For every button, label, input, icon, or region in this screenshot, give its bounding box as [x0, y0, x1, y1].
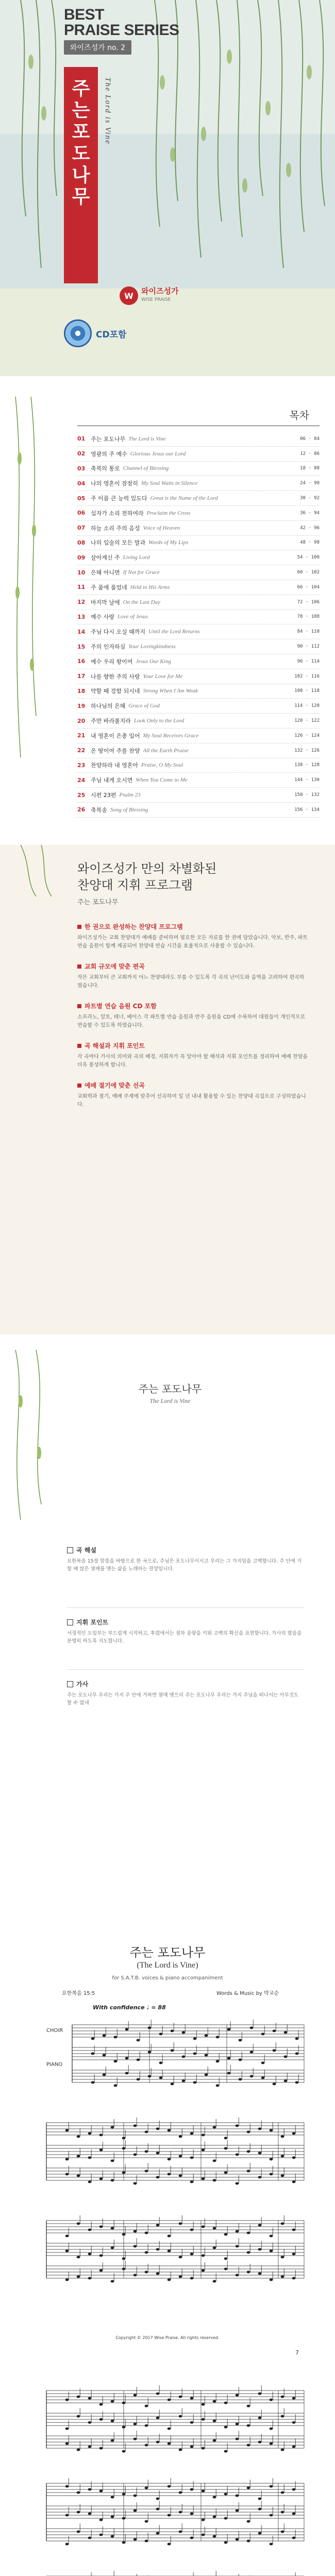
section-heading: 파트별 연습 음원 CD 포함 — [77, 1002, 309, 1010]
contents-list — [77, 432, 320, 818]
item-title-english: Channel of Blessing — [123, 465, 169, 472]
item-page: 96 · 114 — [297, 658, 320, 664]
item-page: 54 · 100 — [297, 555, 320, 561]
item-title-english: Psalm 23 — [119, 792, 141, 799]
section-text: 교회력과 절기, 예배 주제에 맞추어 선곡하여 일 년 내내 활용할 수 있는 찬양대 곡집으로 구성하였습니다. — [77, 1094, 306, 1108]
item-number: 25 — [77, 791, 86, 799]
item-title: 마지막 날에 — [91, 599, 120, 606]
item-title: 영광의 주 예수 — [91, 450, 127, 457]
item-title-english: Song of Blessing — [110, 806, 148, 813]
contents-item — [77, 669, 320, 684]
item-page: 66 · 104 — [297, 584, 320, 590]
contents-item — [77, 476, 320, 491]
item-page: 72 · 106 — [297, 599, 320, 605]
item-page: 114 · 120 — [294, 703, 320, 709]
item-title-english: Strong When I Am Weak — [143, 688, 198, 694]
contents-item — [77, 595, 320, 610]
program-intro-page — [0, 845, 335, 1334]
commentary-heading: 곡 해설 — [67, 1546, 304, 1554]
item-title: 주님 다시 오실 때까지 — [91, 629, 146, 636]
table-of-contents — [0, 397, 335, 829]
program-section — [77, 1002, 309, 1030]
series-line2: PRAISE SERIES — [64, 22, 179, 39]
section-heading: 곡 해설과 지휘 포인트 — [77, 1041, 309, 1050]
willow-branch-decoration — [0, 1350, 67, 1520]
contents-item — [77, 624, 320, 639]
item-number: 18 — [77, 687, 86, 694]
program-section — [77, 962, 309, 990]
item-title-english: Proclaim the Cross — [146, 510, 191, 516]
contents-item — [77, 462, 320, 477]
item-page: 06 · 84 — [300, 436, 320, 442]
contents-item — [77, 654, 320, 669]
cd-badge — [64, 319, 126, 347]
contents-item — [77, 728, 320, 743]
item-number: 14 — [77, 628, 86, 635]
item-title: 내 영혼이 은총 입어 — [91, 732, 140, 739]
series-line1: BEST — [64, 6, 105, 23]
item-page: 30 · 92 — [300, 496, 320, 501]
item-number: 07 — [77, 524, 86, 532]
divider — [67, 1607, 304, 1608]
section-heading: 예배 절기에 맞춘 선곡 — [77, 1081, 309, 1090]
item-page: 78 · 108 — [297, 614, 320, 620]
contents-item — [77, 506, 320, 521]
item-title: 십자가 소리 전하여라 — [91, 510, 144, 517]
item-number: 19 — [77, 702, 86, 709]
contents-item — [77, 684, 320, 699]
item-page: 90 · 112 — [297, 644, 320, 650]
title-char: 도 — [72, 143, 90, 164]
staff-label-choir: CHOIR — [46, 2028, 63, 2033]
conducting-text: 서정적인 도입부는 부드럽게 시작하고, 후렴에서는 점차 음량을 키워 고백의 확신을 표현합니다. 가사의 발음을 분명히 하도록 지도합니다. — [67, 1631, 302, 1644]
item-number: 23 — [77, 761, 86, 769]
score-staves — [0, 2380, 335, 2576]
item-title: 나를 향한 주의 사랑 — [91, 673, 140, 680]
item-number: 13 — [77, 613, 86, 620]
item-number: 02 — [77, 450, 86, 457]
item-title: 온 땅이여 주를 찬양 — [91, 747, 140, 754]
contents-item — [77, 550, 320, 565]
item-number: 21 — [77, 732, 86, 739]
contents-item — [77, 773, 320, 788]
contents-item — [77, 610, 320, 625]
lyrics-text: 주는 포도나무 우리는 가지 주 안에 거하면 열매 맺으리 주는 포도나무 우리는 가지 주님을 떠나서는 아무것도 할 수 없네 — [67, 1692, 299, 1706]
contents-item — [77, 580, 320, 595]
contents-item — [77, 803, 320, 818]
item-number: 06 — [77, 510, 86, 517]
item-title-english: Until the Lord Returns — [148, 629, 200, 635]
commentary-section — [67, 1546, 304, 1573]
item-number: 24 — [77, 776, 86, 784]
contents-item — [77, 521, 320, 536]
section-heading: 교회 규모에 맞춘 편곡 — [77, 962, 309, 971]
contents-item — [77, 788, 320, 803]
score-page-1 — [0, 1937, 335, 2365]
series-badge: 와이즈성가 no. 2 — [64, 40, 131, 55]
item-number: 26 — [77, 806, 86, 814]
score-staves — [0, 2014, 335, 2334]
publisher-name: 와이즈성가 — [141, 286, 179, 296]
item-number: 08 — [77, 539, 86, 546]
item-page: 102 · 116 — [294, 673, 320, 679]
item-title: 하나님의 은혜 — [91, 703, 126, 710]
item-title: 주만 바라볼지라 — [91, 718, 131, 725]
item-title-english: Words of My Lips — [148, 539, 189, 546]
item-title: 약할 때 강함 되시네 — [91, 688, 140, 695]
program-section — [77, 922, 309, 951]
contents-item — [77, 699, 320, 714]
item-page: 60 · 102 — [297, 570, 320, 575]
item-page: 24 · 90 — [300, 481, 320, 486]
item-title-english: Great is the Name of the Lord — [150, 495, 218, 502]
staff-label-piano: PIANO — [46, 2062, 63, 2067]
contents-item — [77, 432, 320, 447]
publisher-logo — [120, 286, 178, 305]
item-title-english: All the Earth Praise — [143, 747, 189, 754]
item-number: 22 — [77, 747, 86, 754]
section-text: 와이즈성가는 교회 찬양대가 예배를 준비하며 필요한 모든 자료를 한 권에 담았습니다. 악보, 반주, 파트 연습 음원이 함께 제공되어 찬양대 연습 시간을 효율적으로 사용할 수 있습니다. — [77, 935, 308, 949]
section-text: 소프라노, 알토, 테너, 베이스 각 파트별 연습 음원과 반주 음원을 CD에 수록하여 대원들이 개인적으로 연습할 수 있도록 하였습니다. — [77, 1014, 306, 1028]
item-title-english: Your Lovingkindness — [128, 643, 176, 650]
item-page: 48 · 98 — [300, 540, 320, 546]
item-title-english: The Lord is Vine — [128, 435, 166, 442]
contents-item — [77, 565, 320, 580]
item-page: 138 · 128 — [294, 762, 320, 768]
conducting-section — [67, 1618, 304, 1645]
item-title-english: When You Come to Me — [136, 777, 188, 784]
contents-item — [77, 743, 320, 758]
program-section — [77, 1041, 309, 1070]
lyrics-heading: 가사 — [67, 1680, 304, 1688]
contents-item — [77, 447, 320, 462]
item-title-english: Love of Jesus — [118, 614, 148, 620]
item-title: 예수 우리 왕이여 — [91, 658, 133, 665]
title-box — [64, 67, 98, 283]
song-title: 주는 포도나무 — [138, 1383, 202, 1395]
contents-heading: 목차 — [289, 409, 309, 421]
program-title: 와이즈성가 만의 차별화된 찬양대 지휘 프로그램 — [77, 861, 217, 892]
willow-tree-illustration — [0, 0, 335, 376]
item-page: 156 · 134 — [294, 807, 320, 812]
item-page: 132 · 126 — [294, 748, 320, 753]
item-title-english: Jesus Our King — [136, 658, 171, 665]
item-title: 주 품에 품었네 — [91, 584, 127, 591]
item-page: 18 · 88 — [300, 466, 320, 471]
lyrics-section — [67, 1680, 304, 1707]
tempo-marking: With confidence ♩ = 88 — [93, 2004, 166, 2011]
contents-item — [77, 714, 320, 728]
item-title: 하늘 소리 주의 음성 — [91, 524, 140, 532]
contents-item — [77, 491, 320, 506]
item-title-english: If Not for Grace — [123, 569, 160, 576]
item-title: 찬양하라 내 영혼아 — [91, 762, 139, 769]
item-title-english: My Soul Waits in Silence — [141, 480, 197, 487]
item-page: 12 · 86 — [300, 451, 320, 456]
item-number: 05 — [77, 495, 86, 502]
item-title: 주의 인자하심 — [91, 643, 126, 651]
section-text: 각 곡마다 가사의 의미와 곡의 배경, 지휘자가 꼭 알아야 할 해석과 지휘 포인트를 정리하여 예배 찬양을 더욱 풍성하게 합니다. — [77, 1054, 308, 1068]
logo-mark-icon: W — [120, 286, 138, 305]
item-title-english: Voice of Heaven — [143, 524, 180, 531]
cover-english-title: The Lord is Vine — [104, 77, 112, 145]
item-number: 20 — [77, 717, 86, 724]
scripture-ref: 요한복음 15:5 — [62, 1991, 95, 1996]
contents-item — [77, 758, 320, 773]
composer: Words & Music by 박교순 — [216, 1991, 279, 1996]
title-char: 나 — [72, 165, 90, 186]
item-title-english: Held in His Arms — [130, 584, 170, 590]
item-title-english: Living Lord — [123, 554, 150, 561]
item-title-english: On the Last Day — [123, 599, 161, 605]
item-title: 주님 내게 오시면 — [91, 777, 133, 784]
cd-disc-icon — [64, 319, 92, 347]
score-title: 주는 포도나무 — [129, 1945, 206, 1960]
item-page: 150 · 132 — [294, 792, 320, 798]
item-number: 11 — [77, 584, 86, 591]
item-title-english: Look Only to the Lord — [133, 718, 185, 724]
item-title-english: Praise, O My Soul — [141, 762, 183, 769]
title-char: 주 — [72, 78, 90, 99]
item-number: 12 — [77, 599, 86, 606]
section-text: 작은 교회부터 큰 교회까지 어느 찬양대라도 부를 수 있도록 각 곡의 난이도와 음역을 고려하여 편곡하였습니다. — [77, 975, 305, 989]
page-number: 7 — [295, 2349, 299, 2356]
item-title: 나의 영혼이 잠잠히 — [91, 480, 139, 487]
item-title-english: Glorious Jesus our Lord — [130, 450, 186, 457]
score-page-2 — [0, 2370, 335, 2576]
item-page: 126 · 124 — [294, 733, 320, 738]
item-number: 17 — [77, 673, 86, 680]
item-page: 120 · 122 — [294, 718, 320, 724]
item-number: 03 — [77, 465, 86, 472]
item-number: 09 — [77, 554, 86, 561]
item-title: 시편 23편 — [91, 792, 116, 799]
item-title: 축복의 통로 — [91, 465, 120, 472]
item-page: 36 · 94 — [300, 510, 320, 516]
contents-item — [77, 536, 320, 551]
score-subtitle: for S.A.T.B. voices & piano accompaniment — [112, 1975, 223, 1981]
item-page: 108 · 118 — [294, 688, 320, 694]
book-cover — [0, 0, 335, 376]
divider — [67, 1669, 304, 1670]
program-section — [77, 1081, 309, 1109]
item-page: 42 · 96 — [300, 525, 320, 531]
willow-branch-decoration — [0, 397, 62, 829]
item-title: 축복송 — [91, 806, 107, 814]
item-title: 나의 입술의 모든 말과 — [91, 539, 146, 547]
item-title-english: Your Love for Me — [143, 673, 183, 680]
conducting-heading: 지휘 포인트 — [67, 1618, 304, 1626]
cd-label: CD포함 — [96, 329, 127, 340]
publisher-sub: WISE PRAISE — [141, 297, 171, 302]
program-sections — [77, 922, 309, 1121]
item-number: 01 — [77, 435, 86, 443]
series-title — [64, 7, 179, 38]
willow-branch-decoration — [10, 845, 72, 896]
item-title: 예수 사랑 — [91, 614, 115, 621]
item-page: 84 · 110 — [297, 629, 320, 635]
score-title-english: (The Lord is Vine) — [137, 1961, 198, 1970]
title-char: 는 — [72, 100, 90, 121]
item-number: 16 — [77, 658, 86, 665]
title-char: 무 — [72, 187, 90, 208]
title-char: 포 — [72, 122, 90, 143]
item-number: 04 — [77, 480, 86, 487]
item-number: 10 — [77, 569, 86, 576]
commentary-text: 요한복음 15장 말씀을 바탕으로 한 곡으로, 주님은 포도나무이시고 우리는 그 가지임을 고백합니다. 주 안에 거할 때 많은 열매를 맺는 삶을 노래하는 찬양입니다. — [67, 1558, 302, 1572]
item-title-english: Grace of God — [128, 703, 160, 709]
item-title: 주 이름 큰 능력 있도다 — [91, 495, 147, 502]
item-page: 144 · 130 — [294, 777, 320, 783]
item-title: 주는 포도나무 — [91, 435, 126, 443]
program-subtitle: 주는 포도나무 — [77, 899, 119, 906]
item-title-english: My Soul Receives Grace — [143, 732, 199, 739]
section-heading: 한 권으로 완성하는 찬양대 프로그램 — [77, 922, 309, 931]
song-title-english: The Lord is Vine — [149, 1397, 191, 1404]
song-intro-page — [0, 1350, 335, 1922]
copyright-notice: Copyright © 2017 Wise Praise. All rights reserved. — [115, 2335, 220, 2340]
contents-item — [77, 639, 320, 654]
vertical-title — [64, 78, 98, 208]
item-title: 은혜 아니면 — [91, 569, 120, 577]
item-number: 15 — [77, 643, 86, 650]
item-title: 살아계신 주 — [91, 554, 120, 562]
